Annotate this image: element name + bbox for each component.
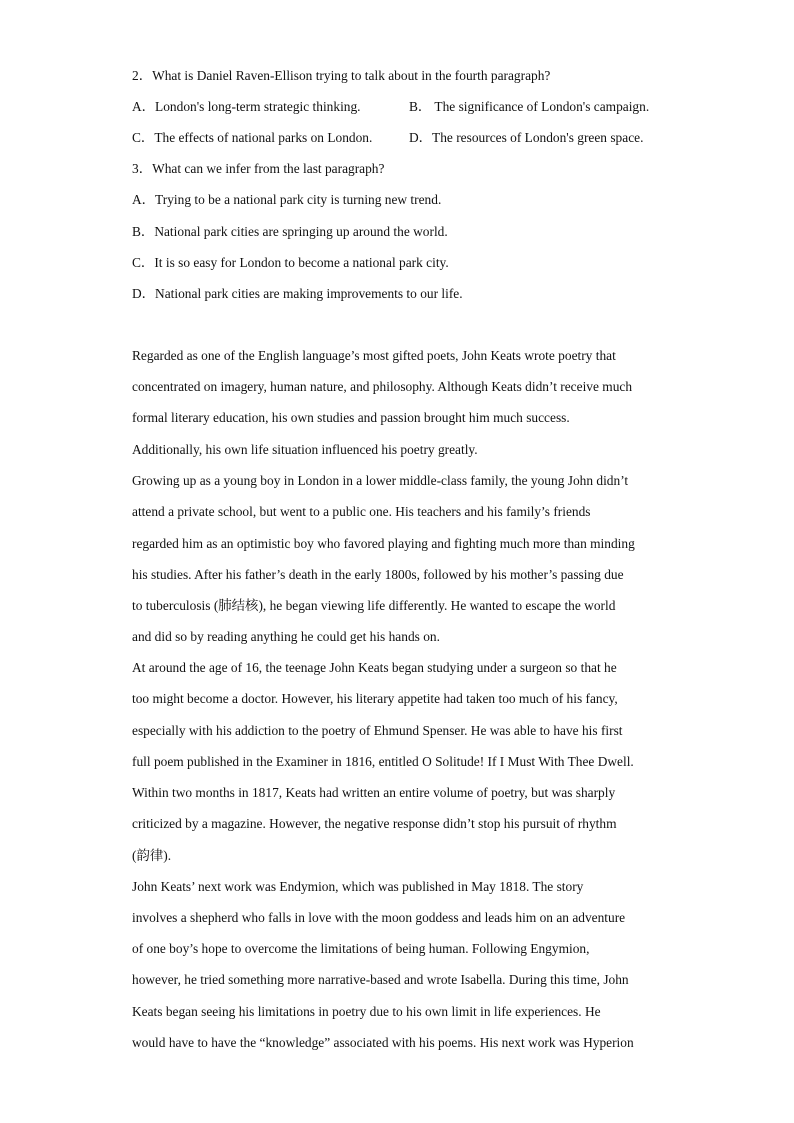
question-2-stem: 2．What is Daniel Raven-Ellison trying to talk about in the fourth paragraph? bbox=[132, 68, 551, 83]
question-3-option-c: C．It is so easy for London to become a national park city. bbox=[132, 255, 449, 270]
passage-line: however, he tried something more narrative-based and wrote Isabella. During this time, John bbox=[132, 972, 629, 987]
passage-line: especially with his addiction to the poetry of Ehmund Spenser. He was able to have his first bbox=[132, 723, 623, 738]
question-3-option-b: B．National park cities are springing up around the world. bbox=[132, 224, 448, 239]
question-2-option-d: D．The resources of London's green space. bbox=[409, 130, 644, 145]
question-2-option-c: C．The effects of national parks on London. bbox=[132, 130, 373, 145]
passage-line: full poem published in the Examiner in 1816, entitled O Solitude! If I Must With Thee Dwell. bbox=[132, 754, 634, 769]
passage-line: Growing up as a young boy in London in a lower middle-class family, the young John didn’t bbox=[132, 473, 629, 488]
question-2-option-a: A．London's long-term strategic thinking. bbox=[132, 99, 361, 114]
question-2-option-b: B． The significance of London's campaign. bbox=[409, 99, 650, 114]
passage-line: would have to have the “knowledge” associated with his poems. His next work was Hyperion bbox=[132, 1035, 634, 1050]
passage-line: Keats began seeing his limitations in poetry due to his own limit in life experiences. He bbox=[132, 1004, 601, 1019]
passage-line: John Keats’ next work was Endymion, which was published in May 1818. The story bbox=[132, 879, 584, 894]
passage-line: Additionally, his own life situation influenced his poetry greatly. bbox=[132, 442, 478, 457]
passage-line: his studies. After his father’s death in the early 1800s, followed by his mother’s passing due bbox=[132, 567, 624, 582]
passage-line: too might become a doctor. However, his literary appetite had taken too much of his fancy, bbox=[132, 691, 618, 706]
passage-line: of one boy’s hope to overcome the limitations of being human. Following Engymion, bbox=[132, 941, 590, 956]
passage-line: regarded him as an optimistic boy who favored playing and fighting much more than minding bbox=[132, 536, 635, 551]
passage-line: Within two months in 1817, Keats had written an entire volume of poetry, but was sharply bbox=[132, 785, 616, 800]
passage-line: attend a private school, but went to a public one. His teachers and his family’s friends bbox=[132, 504, 591, 519]
passage-line: to tuberculosis (肺结核), he began viewing life differently. He wanted to escape the world bbox=[132, 598, 616, 613]
passage-line: and did so by reading anything he could get his hands on. bbox=[132, 629, 440, 644]
passage-line: formal literary education, his own studies and passion brought him much success. bbox=[132, 410, 570, 425]
passage-line: At around the age of 16, the teenage John Keats began studying under a surgeon so that he bbox=[132, 660, 617, 675]
passage-line: involves a shepherd who falls in love with the moon goddess and leads him on an adventure bbox=[132, 910, 626, 925]
question-3-option-a: A．Trying to be a national park city is turning new trend. bbox=[132, 192, 442, 207]
question-3-option-d: D．National park cities are making improvements to our life. bbox=[132, 286, 463, 301]
passage-line: criticized by a magazine. However, the negative response didn’t stop his pursuit of rhythm bbox=[132, 816, 617, 831]
passage-line: concentrated on imagery, human nature, and philosophy. Although Keats didn’t receive much bbox=[132, 379, 633, 394]
passage-line: (韵律). bbox=[132, 848, 172, 863]
question-3-stem: 3．What can we infer from the last paragraph? bbox=[132, 161, 385, 176]
passage-line: Regarded as one of the English language’s most gifted poets, John Keats wrote poetry that bbox=[132, 348, 616, 363]
